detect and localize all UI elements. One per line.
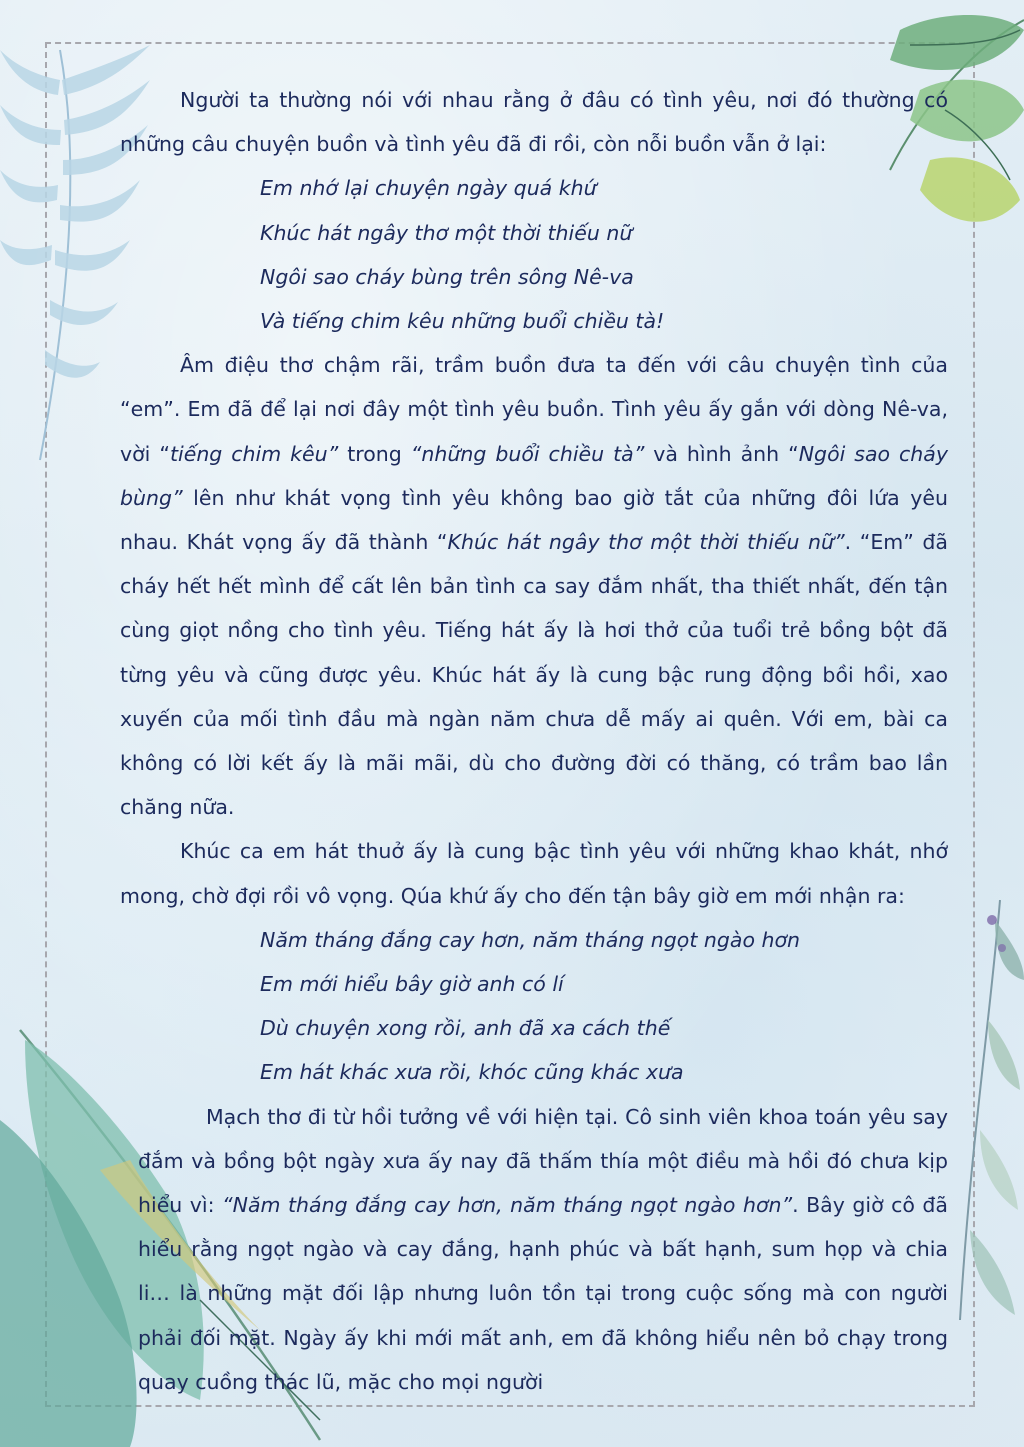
body-paragraph [120,78,948,166]
body-paragraph [138,1095,948,1404]
poem-line: Khúc hát ngây thơ một thời thiếu nữ [260,220,633,245]
text-run: Khúc ca em hát thuở ấy là cung bậc tình yêu với những khao khát, nhớ mong, chờ đợi rồi vô vọng. Qúa khứ ấy cho đến tận bây giờ em mới nhận ra: [120,839,948,908]
body-paragraph [120,343,948,829]
poem-stanza [120,918,948,1095]
poem-line: Em mới hiểu bây giờ anh có lí [260,972,564,997]
poem-stanza [120,166,948,343]
poem-line: Em hát khác xưa rồi, khóc cũng khác xưa [260,1060,684,1085]
italic-quote: tiếng chim kêu” [169,441,339,466]
poem-line: Năm tháng đắng cay hơn, năm tháng ngọt ngào hơn [260,927,801,952]
text-run: lên như khát vọng tình yêu không bao giờ tắt của những đôi lứa yêu nhau. Khát vọng ấy đã thành “ [120,485,948,555]
body-paragraph [120,829,948,917]
poem-line: Và tiếng chim kêu những buổi chiều tà! [260,309,665,334]
text-run: Người ta thường nói với nhau rằng ở đâu có tình yêu, nơi đó thường có những câu chuyện buồn và tình yêu đã đi rồi, còn nỗi buồn vẫn ở lại: [120,88,948,157]
italic-quote: Ngôi sao cháy bùng” [120,441,948,510]
italic-quote: “những buổi chiều tà” [410,441,645,466]
indented-paragraph-block [120,1095,948,1404]
text-run: . Bây giờ cô đã hiểu rằng ngọt ngào và cay đắng, hạnh phúc và bất hạnh, sum họp và chia li… là những mặt đối lập nhưng luôn tồn tại trong cuộc sống mà con người phải đối mặt. Ngày ấy khi mới mất anh, em đã không hiểu nên bỏ chạy trong quay cuồng thác lũ, mặc cho mọi người [138,1193,948,1394]
italic-quote: Khúc hát ngây thơ một thời thiếu nữ” [447,530,845,555]
poem-line: Dù chuyện xong rồi, anh đã xa cách thế [260,1016,671,1041]
document-body [120,78,948,1404]
text-run: trong [338,441,411,466]
poem-line: Em nhớ lại chuyện ngày quá khứ [260,176,597,201]
text-run: Mạch thơ đi từ hồi tưởng về với hiện tại. Cô sinh viên khoa toán yêu say đắm và bồng bột ngày xưa ấy nay đã thấm thía một điều mà hồi đó chưa kịp hiểu vì: [138,1104,948,1218]
text-run: Âm điệu thơ chậm rãi, trầm buồn đưa ta đến với câu chuyện tình của “em”. Em đã để lại nơi đây một tình yêu buồn. Tình yêu ấy gắn với dòng Nê-va, vời “ [120,353,948,466]
italic-quote: “Năm tháng đắng cay hơn, năm tháng ngọt ngào hơn” [222,1193,793,1218]
text-run: . “Em” đã cháy hết hết mình để cất lên bản tình ca say đắm nhất, tha thiết nhất, đến tận cùng giọt nồng cho tình yêu. Tiếng hát ấy là hơi thở của tuổi trẻ bồng bột đã từng yêu và cũng được yêu. Khúc hát ấy là cung bậc rung động bồi hồi, xao xuyến của mối tình đầu mà ngàn năm chưa dễ mấy ai quên. Với em, bài ca không có lời kết ấy là mãi mãi, dù cho đường đời có thăng, có trầm bao lần chăng nữa. [120,530,948,820]
text-run: và hình ảnh “ [644,441,799,466]
poem-line: Ngôi sao cháy bùng trên sông Nê-va [260,264,634,289]
